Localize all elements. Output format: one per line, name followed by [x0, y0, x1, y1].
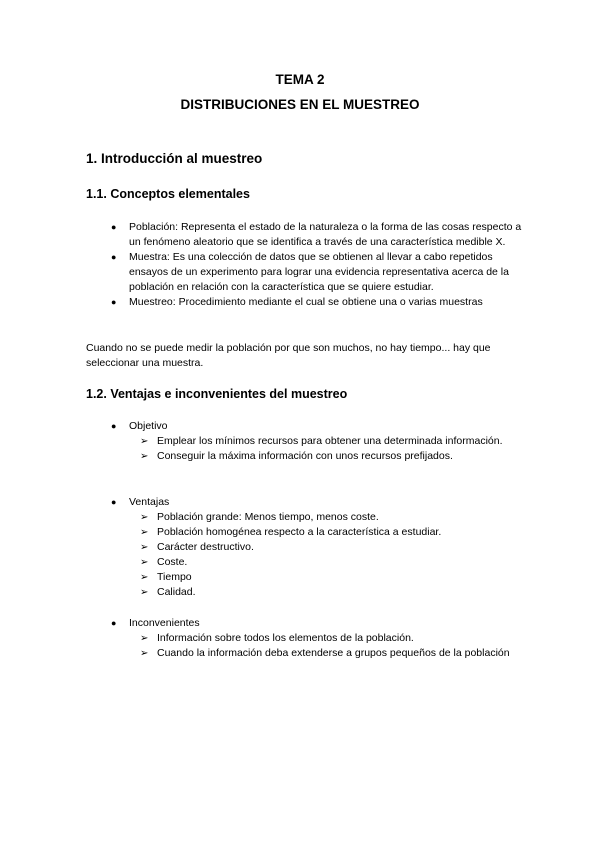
- bullet-icon: ●: [111, 497, 117, 507]
- bullet-icon: ●: [111, 222, 117, 232]
- item-text: Conseguir la máxima información con unos recursos prefijados.: [157, 450, 453, 462]
- concept-text: Población: Representa el estado de la naturaleza o la forma de las cosas respecto a un fenómeno aleatorio que se identifica a través de una característica medible X.: [129, 221, 522, 248]
- item-text: Población grande: Menos tiempo, menos coste.: [157, 511, 379, 523]
- document-title: TEMA 2: [275, 72, 325, 87]
- bullet-icon: ●: [111, 252, 117, 262]
- list-item: [140, 525, 537, 540]
- sub-list: [107, 631, 537, 661]
- item-text: Tiempo: [157, 571, 192, 583]
- list-item: [140, 434, 537, 449]
- arrow-bullet-icon: ➢: [140, 633, 149, 644]
- subsection-heading-conceptos: 1.1. Conceptos elementales: [86, 187, 250, 201]
- sub-list: [107, 434, 537, 464]
- concept-text: Muestreo: Procedimiento mediante el cual se obtiene una o varias muestras: [129, 296, 483, 308]
- concepts-list: [107, 220, 527, 310]
- arrow-bullet-icon: ➢: [140, 557, 149, 568]
- group-heading: [107, 419, 537, 434]
- item-text: Carácter destructivo.: [157, 541, 254, 553]
- list-item: [140, 540, 537, 555]
- list-item: [107, 220, 527, 250]
- arrow-bullet-icon: ➢: [140, 512, 149, 523]
- item-text: Población homogénea respecto a la característica a estudiar.: [157, 526, 442, 538]
- bullet-icon: ●: [111, 618, 117, 628]
- list-item: [107, 295, 527, 310]
- group-label: Ventajas: [129, 496, 170, 508]
- list-item: [140, 646, 537, 661]
- item-text: Coste.: [157, 556, 188, 568]
- item-text: Emplear los mínimos recursos para obtener una determinada información.: [157, 435, 503, 447]
- list-item: [140, 631, 537, 646]
- list-item: [140, 510, 537, 525]
- group-label: Inconvenientes: [129, 617, 200, 629]
- arrow-bullet-icon: ➢: [140, 587, 149, 598]
- arrow-bullet-icon: ➢: [140, 436, 149, 447]
- subsection-heading-ventajas-inconvenientes: 1.2. Ventajas e inconvenientes del muestreo: [86, 387, 348, 401]
- list-item: [140, 555, 537, 570]
- arrow-bullet-icon: ➢: [140, 542, 149, 553]
- item-text: Información sobre todos los elementos de la población.: [157, 632, 414, 644]
- arrow-bullet-icon: ➢: [140, 572, 149, 583]
- list-item: [107, 250, 527, 295]
- concept-text: Muestra: Es una colección de datos que se obtienen al llevar a cabo repetidos ensayos de un experimento para lograr una evidencia representativa acerca de la población en relación con la característica que se quiere estudiar.: [129, 251, 509, 293]
- item-text: Cuando la información deba extenderse a grupos pequeños de la población: [157, 647, 510, 659]
- arrow-bullet-icon: ➢: [140, 527, 149, 538]
- group-label: Objetivo: [129, 420, 168, 432]
- bullet-icon: ●: [111, 297, 117, 307]
- document-subtitle: DISTRIBUCIONES EN EL MUESTREO: [180, 97, 420, 112]
- group-ventajas: [107, 495, 537, 600]
- sub-list: [107, 510, 537, 600]
- item-text: Calidad.: [157, 586, 196, 598]
- group-objetivo: [107, 419, 537, 464]
- list-item: [140, 585, 537, 600]
- arrow-bullet-icon: ➢: [140, 451, 149, 462]
- paragraph-text: Cuando no se puede medir la población por que son muchos, no hay tiempo... hay que seleccionar una muestra.: [86, 342, 491, 369]
- list-item: [140, 570, 537, 585]
- list-item: [140, 449, 537, 464]
- arrow-bullet-icon: ➢: [140, 648, 149, 659]
- group-heading: [107, 616, 537, 631]
- bullet-icon: ●: [111, 421, 117, 431]
- group-heading: [107, 495, 537, 510]
- group-inconvenientes: [107, 616, 537, 661]
- section-heading-introduccion: 1. Introducción al muestreo: [86, 151, 263, 166]
